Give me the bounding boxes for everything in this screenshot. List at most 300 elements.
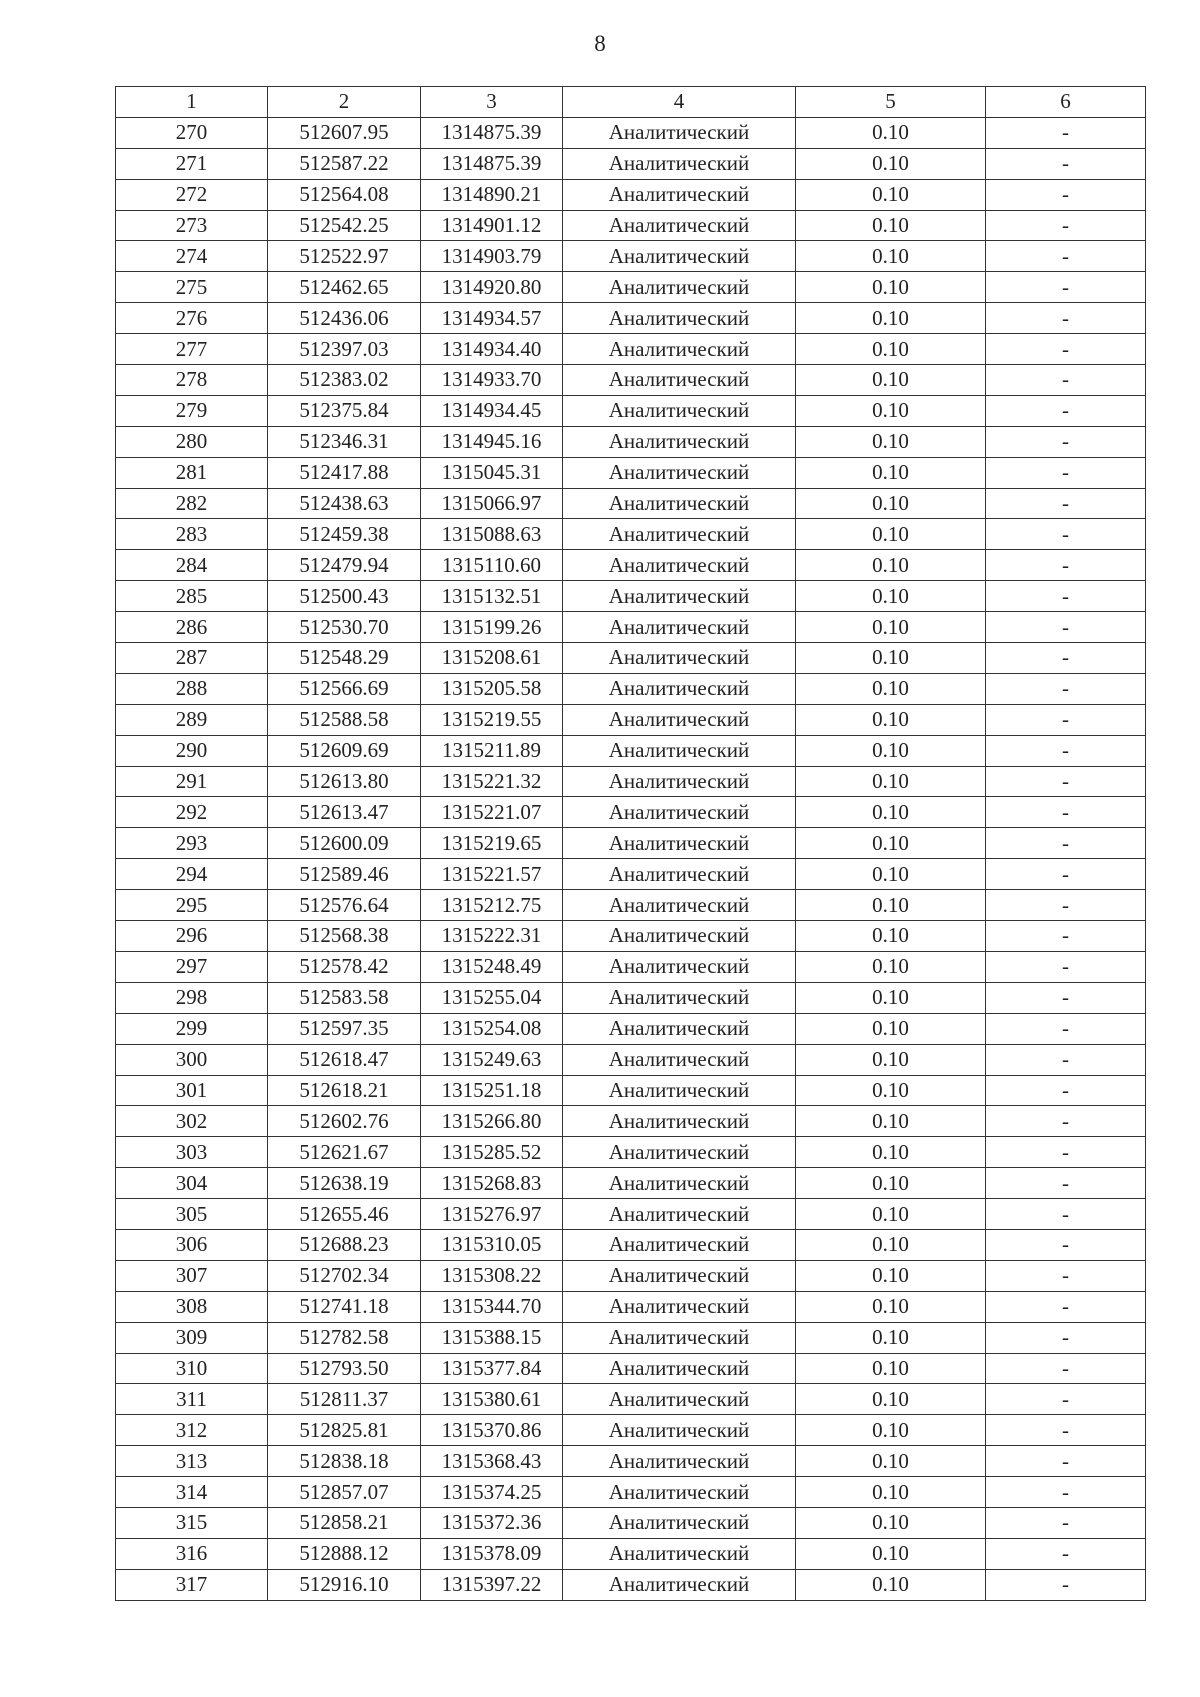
- note-cell: -: [986, 334, 1146, 365]
- method-cell: Аналитический: [563, 1199, 796, 1230]
- x-coordinate-cell: 512782.58: [268, 1322, 421, 1353]
- point-number-cell: 317: [116, 1569, 268, 1600]
- accuracy-cell: 0.10: [796, 1075, 986, 1106]
- accuracy-cell: 0.10: [796, 735, 986, 766]
- table-row: [116, 117, 1146, 148]
- method-cell: Аналитический: [563, 1013, 796, 1044]
- table-row: [116, 1168, 1146, 1199]
- note-cell: -: [986, 1384, 1146, 1415]
- x-coordinate-cell: 512888.12: [268, 1538, 421, 1569]
- accuracy-cell: 0.10: [796, 1446, 986, 1477]
- x-coordinate-cell: 512587.22: [268, 148, 421, 179]
- note-cell: -: [986, 272, 1146, 303]
- accuracy-cell: 0.10: [796, 643, 986, 674]
- point-number-cell: 281: [116, 457, 268, 488]
- x-coordinate-cell: 512417.88: [268, 457, 421, 488]
- accuracy-cell: 0.10: [796, 1477, 986, 1508]
- note-cell: -: [986, 488, 1146, 519]
- method-cell: Аналитический: [563, 921, 796, 952]
- y-coordinate-cell: 1315088.63: [421, 519, 563, 550]
- y-coordinate-cell: 1315344.70: [421, 1291, 563, 1322]
- table-row: [116, 1538, 1146, 1569]
- method-cell: Аналитический: [563, 1477, 796, 1508]
- point-number-cell: 310: [116, 1353, 268, 1384]
- point-number-cell: 283: [116, 519, 268, 550]
- table-row: [116, 1229, 1146, 1260]
- y-coordinate-cell: 1314903.79: [421, 241, 563, 272]
- table-row: [116, 334, 1146, 365]
- point-number-cell: 292: [116, 797, 268, 828]
- x-coordinate-cell: 512618.21: [268, 1075, 421, 1106]
- accuracy-cell: 0.10: [796, 210, 986, 241]
- accuracy-cell: 0.10: [796, 303, 986, 334]
- point-number-cell: 289: [116, 704, 268, 735]
- table-row: [116, 148, 1146, 179]
- table-row: [116, 365, 1146, 396]
- table-row: [116, 488, 1146, 519]
- table-row: [116, 1013, 1146, 1044]
- method-cell: Аналитический: [563, 488, 796, 519]
- point-number-cell: 274: [116, 241, 268, 272]
- note-cell: -: [986, 797, 1146, 828]
- note-cell: -: [986, 1106, 1146, 1137]
- y-coordinate-cell: 1315380.61: [421, 1384, 563, 1415]
- method-cell: Аналитический: [563, 673, 796, 704]
- method-cell: Аналитический: [563, 179, 796, 210]
- y-coordinate-cell: 1315208.61: [421, 643, 563, 674]
- table-row: [116, 1415, 1146, 1446]
- note-cell: -: [986, 1075, 1146, 1106]
- x-coordinate-cell: 512613.80: [268, 766, 421, 797]
- note-cell: -: [986, 457, 1146, 488]
- method-cell: Аналитический: [563, 1044, 796, 1075]
- table-row: [116, 673, 1146, 704]
- x-coordinate-cell: 512548.29: [268, 643, 421, 674]
- y-coordinate-cell: 1314934.45: [421, 395, 563, 426]
- table-row: [116, 890, 1146, 921]
- method-cell: Аналитический: [563, 643, 796, 674]
- table-row: [116, 1322, 1146, 1353]
- x-coordinate-cell: 512597.35: [268, 1013, 421, 1044]
- header-cell-1: 1: [116, 87, 268, 118]
- x-coordinate-cell: 512741.18: [268, 1291, 421, 1322]
- table-row: [116, 1446, 1146, 1477]
- accuracy-cell: 0.10: [796, 1199, 986, 1230]
- method-cell: Аналитический: [563, 272, 796, 303]
- point-number-cell: 303: [116, 1137, 268, 1168]
- point-number-cell: 284: [116, 550, 268, 581]
- note-cell: -: [986, 241, 1146, 272]
- y-coordinate-cell: 1315219.65: [421, 828, 563, 859]
- note-cell: -: [986, 828, 1146, 859]
- x-coordinate-cell: 512609.69: [268, 735, 421, 766]
- method-cell: Аналитический: [563, 1075, 796, 1106]
- accuracy-cell: 0.10: [796, 519, 986, 550]
- accuracy-cell: 0.10: [796, 395, 986, 426]
- table-row: [116, 828, 1146, 859]
- method-cell: Аналитический: [563, 519, 796, 550]
- method-cell: Аналитический: [563, 457, 796, 488]
- note-cell: -: [986, 859, 1146, 890]
- accuracy-cell: 0.10: [796, 581, 986, 612]
- point-number-cell: 314: [116, 1477, 268, 1508]
- method-cell: Аналитический: [563, 612, 796, 643]
- table-row: [116, 457, 1146, 488]
- accuracy-cell: 0.10: [796, 1013, 986, 1044]
- y-coordinate-cell: 1314875.39: [421, 148, 563, 179]
- table-row: [116, 797, 1146, 828]
- table-row: [116, 1044, 1146, 1075]
- note-cell: -: [986, 921, 1146, 952]
- y-coordinate-cell: 1315221.07: [421, 797, 563, 828]
- accuracy-cell: 0.10: [796, 890, 986, 921]
- y-coordinate-cell: 1315268.83: [421, 1168, 563, 1199]
- x-coordinate-cell: 512462.65: [268, 272, 421, 303]
- x-coordinate-cell: 512916.10: [268, 1569, 421, 1600]
- x-coordinate-cell: 512655.46: [268, 1199, 421, 1230]
- point-number-cell: 293: [116, 828, 268, 859]
- note-cell: -: [986, 1477, 1146, 1508]
- table-row: [116, 1507, 1146, 1538]
- point-number-cell: 302: [116, 1106, 268, 1137]
- y-coordinate-cell: 1315378.09: [421, 1538, 563, 1569]
- accuracy-cell: 0.10: [796, 797, 986, 828]
- method-cell: Аналитический: [563, 395, 796, 426]
- note-cell: -: [986, 581, 1146, 612]
- x-coordinate-cell: 512459.38: [268, 519, 421, 550]
- y-coordinate-cell: 1315219.55: [421, 704, 563, 735]
- accuracy-cell: 0.10: [796, 148, 986, 179]
- y-coordinate-cell: 1315221.57: [421, 859, 563, 890]
- x-coordinate-cell: 512564.08: [268, 179, 421, 210]
- header-cell-5: 5: [796, 87, 986, 118]
- accuracy-cell: 0.10: [796, 1044, 986, 1075]
- x-coordinate-cell: 512618.47: [268, 1044, 421, 1075]
- note-cell: -: [986, 1353, 1146, 1384]
- point-number-cell: 287: [116, 643, 268, 674]
- note-cell: -: [986, 673, 1146, 704]
- y-coordinate-cell: 1314875.39: [421, 117, 563, 148]
- accuracy-cell: 0.10: [796, 1322, 986, 1353]
- x-coordinate-cell: 512621.67: [268, 1137, 421, 1168]
- method-cell: Аналитический: [563, 1415, 796, 1446]
- note-cell: -: [986, 148, 1146, 179]
- x-coordinate-cell: 512858.21: [268, 1507, 421, 1538]
- point-number-cell: 312: [116, 1415, 268, 1446]
- table-row: [116, 1106, 1146, 1137]
- point-number-cell: 300: [116, 1044, 268, 1075]
- method-cell: Аналитический: [563, 1322, 796, 1353]
- table-row: [116, 704, 1146, 735]
- y-coordinate-cell: 1315110.60: [421, 550, 563, 581]
- y-coordinate-cell: 1315370.86: [421, 1415, 563, 1446]
- accuracy-cell: 0.10: [796, 612, 986, 643]
- note-cell: -: [986, 365, 1146, 396]
- accuracy-cell: 0.10: [796, 488, 986, 519]
- x-coordinate-cell: 512522.97: [268, 241, 421, 272]
- y-coordinate-cell: 1315212.75: [421, 890, 563, 921]
- note-cell: -: [986, 890, 1146, 921]
- note-cell: -: [986, 519, 1146, 550]
- note-cell: -: [986, 303, 1146, 334]
- method-cell: Аналитический: [563, 1538, 796, 1569]
- table-row: [116, 1199, 1146, 1230]
- table-row: [116, 550, 1146, 581]
- note-cell: -: [986, 210, 1146, 241]
- method-cell: Аналитический: [563, 766, 796, 797]
- y-coordinate-cell: 1315266.80: [421, 1106, 563, 1137]
- y-coordinate-cell: 1315205.58: [421, 673, 563, 704]
- method-cell: Аналитический: [563, 1229, 796, 1260]
- y-coordinate-cell: 1315249.63: [421, 1044, 563, 1075]
- table-row: [116, 1384, 1146, 1415]
- point-number-cell: 311: [116, 1384, 268, 1415]
- note-cell: -: [986, 1044, 1146, 1075]
- table-row: [116, 519, 1146, 550]
- y-coordinate-cell: 1315310.05: [421, 1229, 563, 1260]
- y-coordinate-cell: 1315045.31: [421, 457, 563, 488]
- accuracy-cell: 0.10: [796, 828, 986, 859]
- accuracy-cell: 0.10: [796, 1415, 986, 1446]
- x-coordinate-cell: 512613.47: [268, 797, 421, 828]
- point-number-cell: 275: [116, 272, 268, 303]
- table-row: [116, 982, 1146, 1013]
- method-cell: Аналитический: [563, 210, 796, 241]
- y-coordinate-cell: 1315308.22: [421, 1260, 563, 1291]
- x-coordinate-cell: 512583.58: [268, 982, 421, 1013]
- accuracy-cell: 0.10: [796, 550, 986, 581]
- y-coordinate-cell: 1314934.57: [421, 303, 563, 334]
- x-coordinate-cell: 512588.58: [268, 704, 421, 735]
- y-coordinate-cell: 1315132.51: [421, 581, 563, 612]
- point-number-cell: 307: [116, 1260, 268, 1291]
- note-cell: -: [986, 612, 1146, 643]
- point-number-cell: 279: [116, 395, 268, 426]
- y-coordinate-cell: 1315374.25: [421, 1477, 563, 1508]
- point-number-cell: 295: [116, 890, 268, 921]
- table-row: [116, 303, 1146, 334]
- x-coordinate-cell: 512638.19: [268, 1168, 421, 1199]
- x-coordinate-cell: 512607.95: [268, 117, 421, 148]
- x-coordinate-cell: 512825.81: [268, 1415, 421, 1446]
- header-cell-6: 6: [986, 87, 1146, 118]
- note-cell: -: [986, 1291, 1146, 1322]
- point-number-cell: 294: [116, 859, 268, 890]
- accuracy-cell: 0.10: [796, 179, 986, 210]
- method-cell: Аналитический: [563, 797, 796, 828]
- point-number-cell: 271: [116, 148, 268, 179]
- y-coordinate-cell: 1315255.04: [421, 982, 563, 1013]
- x-coordinate-cell: 512383.02: [268, 365, 421, 396]
- point-number-cell: 305: [116, 1199, 268, 1230]
- note-cell: -: [986, 1199, 1146, 1230]
- table-header: [116, 87, 1146, 118]
- method-cell: Аналитический: [563, 735, 796, 766]
- y-coordinate-cell: 1314945.16: [421, 426, 563, 457]
- table-row: [116, 426, 1146, 457]
- note-cell: -: [986, 1137, 1146, 1168]
- method-cell: Аналитический: [563, 1353, 796, 1384]
- note-cell: -: [986, 951, 1146, 982]
- point-number-cell: 270: [116, 117, 268, 148]
- header-cell-4: 4: [563, 87, 796, 118]
- note-cell: -: [986, 1538, 1146, 1569]
- note-cell: -: [986, 1322, 1146, 1353]
- point-number-cell: 291: [116, 766, 268, 797]
- accuracy-cell: 0.10: [796, 1137, 986, 1168]
- accuracy-cell: 0.10: [796, 1507, 986, 1538]
- table-row: [116, 951, 1146, 982]
- x-coordinate-cell: 512397.03: [268, 334, 421, 365]
- x-coordinate-cell: 512589.46: [268, 859, 421, 890]
- accuracy-cell: 0.10: [796, 982, 986, 1013]
- accuracy-cell: 0.10: [796, 117, 986, 148]
- table-body: [116, 117, 1146, 1600]
- table-row: [116, 581, 1146, 612]
- table-row: [116, 859, 1146, 890]
- note-cell: -: [986, 117, 1146, 148]
- point-number-cell: 316: [116, 1538, 268, 1569]
- table-row: [116, 1137, 1146, 1168]
- y-coordinate-cell: 1314934.40: [421, 334, 563, 365]
- point-number-cell: 304: [116, 1168, 268, 1199]
- point-number-cell: 273: [116, 210, 268, 241]
- x-coordinate-cell: 512578.42: [268, 951, 421, 982]
- note-cell: -: [986, 1569, 1146, 1600]
- method-cell: Аналитический: [563, 1446, 796, 1477]
- method-cell: Аналитический: [563, 334, 796, 365]
- table-row: [116, 395, 1146, 426]
- method-cell: Аналитический: [563, 550, 796, 581]
- accuracy-cell: 0.10: [796, 1260, 986, 1291]
- method-cell: Аналитический: [563, 1168, 796, 1199]
- method-cell: Аналитический: [563, 859, 796, 890]
- method-cell: Аналитический: [563, 1291, 796, 1322]
- method-cell: Аналитический: [563, 1106, 796, 1137]
- x-coordinate-cell: 512838.18: [268, 1446, 421, 1477]
- y-coordinate-cell: 1314933.70: [421, 365, 563, 396]
- note-cell: -: [986, 982, 1146, 1013]
- x-coordinate-cell: 512602.76: [268, 1106, 421, 1137]
- accuracy-cell: 0.10: [796, 1538, 986, 1569]
- table-row: [116, 1353, 1146, 1384]
- x-coordinate-cell: 512530.70: [268, 612, 421, 643]
- accuracy-cell: 0.10: [796, 859, 986, 890]
- note-cell: -: [986, 735, 1146, 766]
- note-cell: -: [986, 179, 1146, 210]
- y-coordinate-cell: 1315368.43: [421, 1446, 563, 1477]
- note-cell: -: [986, 766, 1146, 797]
- x-coordinate-cell: 512346.31: [268, 426, 421, 457]
- y-coordinate-cell: 1315066.97: [421, 488, 563, 519]
- y-coordinate-cell: 1315285.52: [421, 1137, 563, 1168]
- note-cell: -: [986, 426, 1146, 457]
- y-coordinate-cell: 1315254.08: [421, 1013, 563, 1044]
- method-cell: Аналитический: [563, 365, 796, 396]
- method-cell: Аналитический: [563, 982, 796, 1013]
- method-cell: Аналитический: [563, 828, 796, 859]
- note-cell: -: [986, 1415, 1146, 1446]
- table-row: [116, 766, 1146, 797]
- x-coordinate-cell: 512600.09: [268, 828, 421, 859]
- point-number-cell: 297: [116, 951, 268, 982]
- note-cell: -: [986, 395, 1146, 426]
- note-cell: -: [986, 704, 1146, 735]
- method-cell: Аналитический: [563, 1507, 796, 1538]
- y-coordinate-cell: 1315397.22: [421, 1569, 563, 1600]
- accuracy-cell: 0.10: [796, 457, 986, 488]
- accuracy-cell: 0.10: [796, 951, 986, 982]
- accuracy-cell: 0.10: [796, 241, 986, 272]
- x-coordinate-cell: 512479.94: [268, 550, 421, 581]
- table-row: [116, 643, 1146, 674]
- y-coordinate-cell: 1315377.84: [421, 1353, 563, 1384]
- table-row: [116, 179, 1146, 210]
- y-coordinate-cell: 1315199.26: [421, 612, 563, 643]
- note-cell: -: [986, 1168, 1146, 1199]
- table-row: [116, 1477, 1146, 1508]
- point-number-cell: 313: [116, 1446, 268, 1477]
- point-number-cell: 308: [116, 1291, 268, 1322]
- table-row: [116, 612, 1146, 643]
- y-coordinate-cell: 1315388.15: [421, 1322, 563, 1353]
- point-number-cell: 288: [116, 673, 268, 704]
- coordinates-table: [115, 86, 1146, 1601]
- accuracy-cell: 0.10: [796, 272, 986, 303]
- method-cell: Аналитический: [563, 581, 796, 612]
- point-number-cell: 272: [116, 179, 268, 210]
- table-row: [116, 1291, 1146, 1322]
- point-number-cell: 282: [116, 488, 268, 519]
- method-cell: Аналитический: [563, 704, 796, 735]
- method-cell: Аналитический: [563, 148, 796, 179]
- y-coordinate-cell: 1315221.32: [421, 766, 563, 797]
- point-number-cell: 315: [116, 1507, 268, 1538]
- x-coordinate-cell: 512438.63: [268, 488, 421, 519]
- header-row: [116, 87, 1146, 118]
- page-number: 8: [594, 31, 606, 56]
- y-coordinate-cell: 1315276.97: [421, 1199, 563, 1230]
- accuracy-cell: 0.10: [796, 365, 986, 396]
- y-coordinate-cell: 1315248.49: [421, 951, 563, 982]
- x-coordinate-cell: 512500.43: [268, 581, 421, 612]
- y-coordinate-cell: 1315251.18: [421, 1075, 563, 1106]
- y-coordinate-cell: 1315372.36: [421, 1507, 563, 1538]
- y-coordinate-cell: 1314920.80: [421, 272, 563, 303]
- method-cell: Аналитический: [563, 241, 796, 272]
- point-number-cell: 276: [116, 303, 268, 334]
- note-cell: -: [986, 1013, 1146, 1044]
- accuracy-cell: 0.10: [796, 1569, 986, 1600]
- note-cell: -: [986, 1260, 1146, 1291]
- accuracy-cell: 0.10: [796, 1384, 986, 1415]
- x-coordinate-cell: 512857.07: [268, 1477, 421, 1508]
- note-cell: -: [986, 643, 1146, 674]
- note-cell: -: [986, 1229, 1146, 1260]
- accuracy-cell: 0.10: [796, 1229, 986, 1260]
- method-cell: Аналитический: [563, 1260, 796, 1291]
- point-number-cell: 277: [116, 334, 268, 365]
- accuracy-cell: 0.10: [796, 704, 986, 735]
- accuracy-cell: 0.10: [796, 766, 986, 797]
- table-row: [116, 1260, 1146, 1291]
- x-coordinate-cell: 512566.69: [268, 673, 421, 704]
- x-coordinate-cell: 512542.25: [268, 210, 421, 241]
- method-cell: Аналитический: [563, 951, 796, 982]
- table-row: [116, 241, 1146, 272]
- point-number-cell: 280: [116, 426, 268, 457]
- method-cell: Аналитический: [563, 303, 796, 334]
